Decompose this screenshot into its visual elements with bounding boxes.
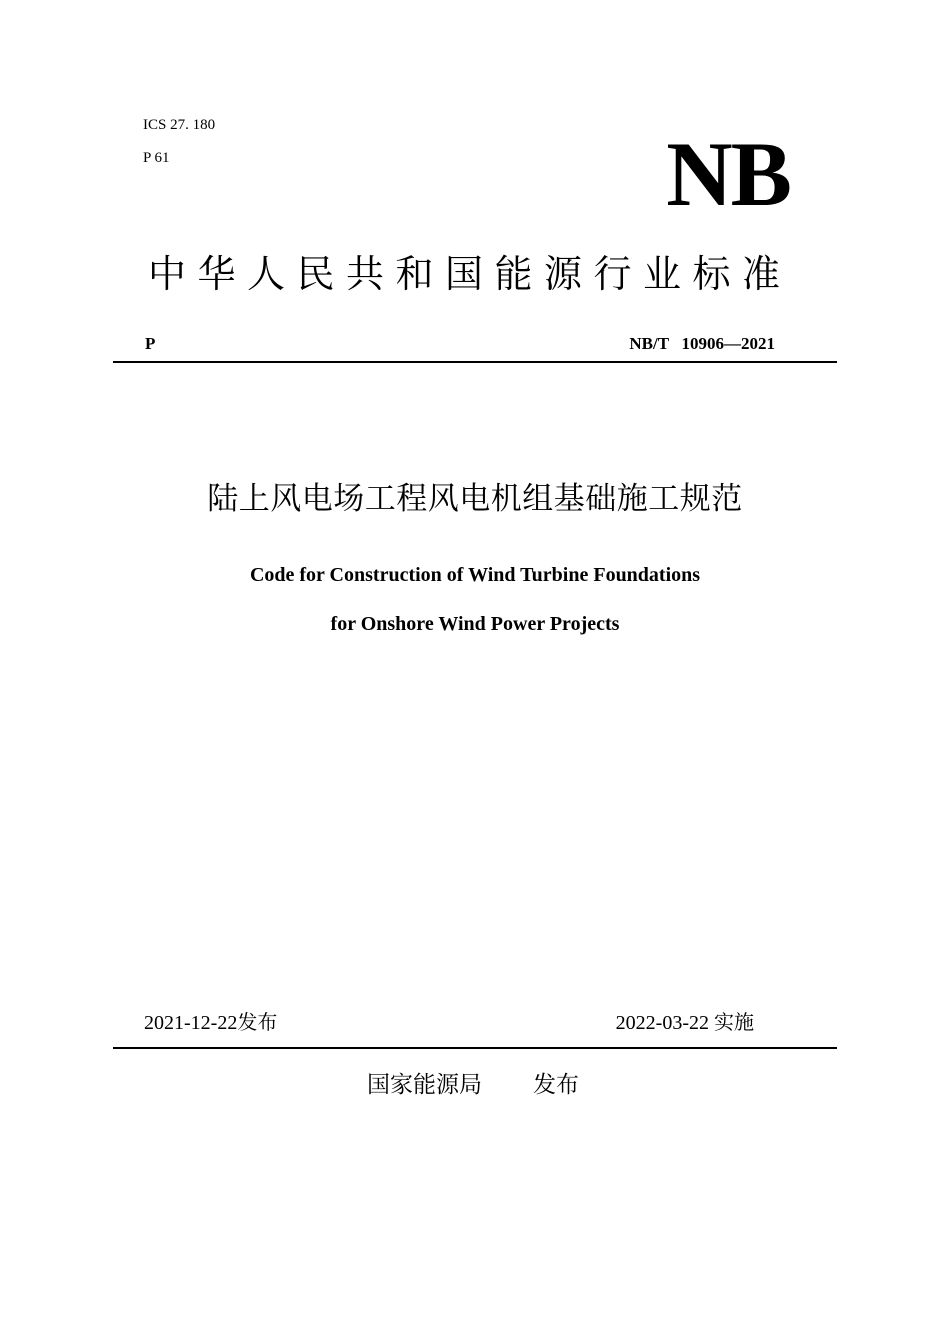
standard-category: P [145, 334, 156, 353]
implementation-date [560, 1008, 754, 1037]
nb-logo: NB [666, 123, 790, 225]
document-title-english-line1: Code for Construction of Wind Turbine Foundations [249, 564, 701, 586]
issuing-authority: 国家能源局 [367, 1072, 482, 1098]
document-title-chinese: 陆上风电场工程风电机组基础施工规范 [207, 481, 743, 517]
implementation-date-value: 2022-03-22 [615, 1012, 709, 1034]
document-title-english-line2: for Onshore Wind Power Projects [330, 613, 620, 635]
issue-date [144, 1008, 277, 1037]
issue-date-label: 发布 [237, 1010, 278, 1034]
ics-code: ICS 27. 180 [143, 117, 216, 133]
issue-date-value: 2021-12-22 [144, 1012, 238, 1034]
top-divider [113, 361, 837, 363]
standard-number: NB/T 10906—2021 [629, 334, 775, 353]
implementation-date-label: 实施 [714, 1010, 754, 1034]
issuing-action: 发布 [533, 1072, 579, 1098]
standard-type-title: 中华人民共和国能源行业标准 [148, 252, 792, 296]
ccs-code: P 61 [143, 150, 170, 166]
bottom-divider [113, 1047, 837, 1049]
